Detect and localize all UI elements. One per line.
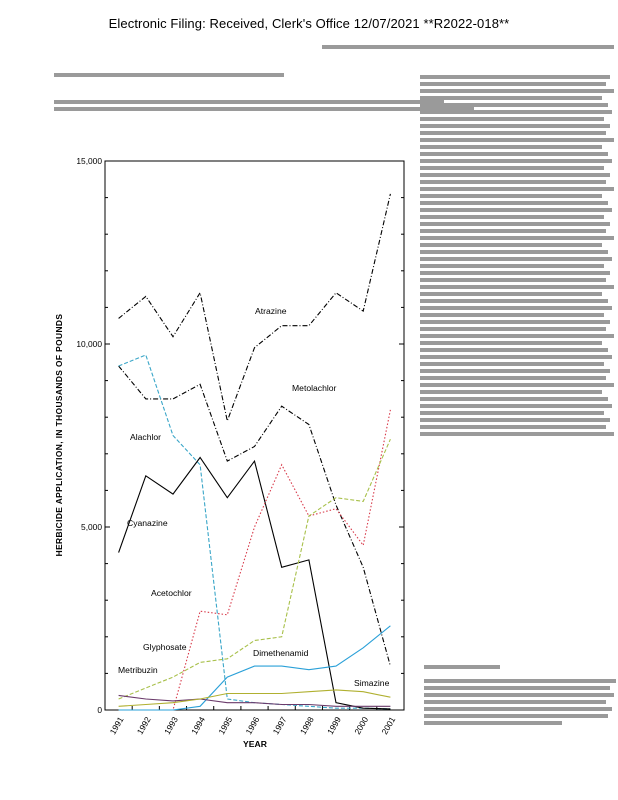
y-axis [76, 156, 404, 715]
x-axis-title: YEAR [243, 739, 267, 749]
series-label-dimethenamid: Dimethenamid [253, 648, 309, 658]
x-tick-label: 1992 [134, 715, 153, 737]
series-label-atrazine: Atrazine [255, 306, 287, 316]
series-label-acetochlor: Acetochlor [151, 588, 192, 598]
series-line-acetochlor [119, 410, 391, 710]
x-tick-label: 1998 [297, 715, 316, 737]
y-axis-title: HERBICIDE APPLICATION, IN THOUSANDS OF POUNDS [54, 313, 64, 557]
series-label-alachlor: Alachlor [130, 432, 162, 442]
x-tick-label: 1991 [107, 715, 126, 737]
x-tick-label: 1995 [216, 715, 235, 737]
series-label-cyanazine: Cyanazine [127, 518, 168, 528]
y-tick-label: 10,000 [76, 339, 102, 349]
y-tick-label: 5,000 [81, 522, 102, 532]
series-labels [118, 306, 390, 688]
x-tick-label: 1999 [324, 715, 343, 737]
y-tick-label: 0 [97, 705, 102, 715]
x-tick-label: 2000 [352, 715, 371, 737]
series-line-cyanazine [119, 458, 391, 709]
y-tick-label: 15,000 [76, 156, 102, 166]
series-line-metolachlor [119, 366, 391, 666]
x-tick-label: 1997 [270, 715, 289, 737]
series-line-metribuzin [119, 695, 391, 706]
x-tick-label: 1996 [243, 715, 262, 737]
series-label-metribuzin: Metribuzin [118, 665, 158, 675]
series-layer [119, 194, 391, 710]
x-tick-label: 1993 [161, 715, 180, 737]
filing-stamp-header: Electronic Filing: Received, Clerk's Office 12/07/2021 **R2022-018** [108, 16, 510, 31]
series-label-metolachlor: Metolachlor [292, 383, 337, 393]
series-label-simazine: Simazine [354, 678, 390, 688]
series-label-glyphosate: Glyphosate [143, 642, 187, 652]
x-tick-label: 1994 [189, 715, 208, 737]
series-line-glyphosate [119, 439, 391, 699]
x-tick-label: 2001 [379, 715, 398, 737]
series-line-simazine [119, 690, 391, 706]
series-line-dimethenamid [119, 626, 391, 710]
